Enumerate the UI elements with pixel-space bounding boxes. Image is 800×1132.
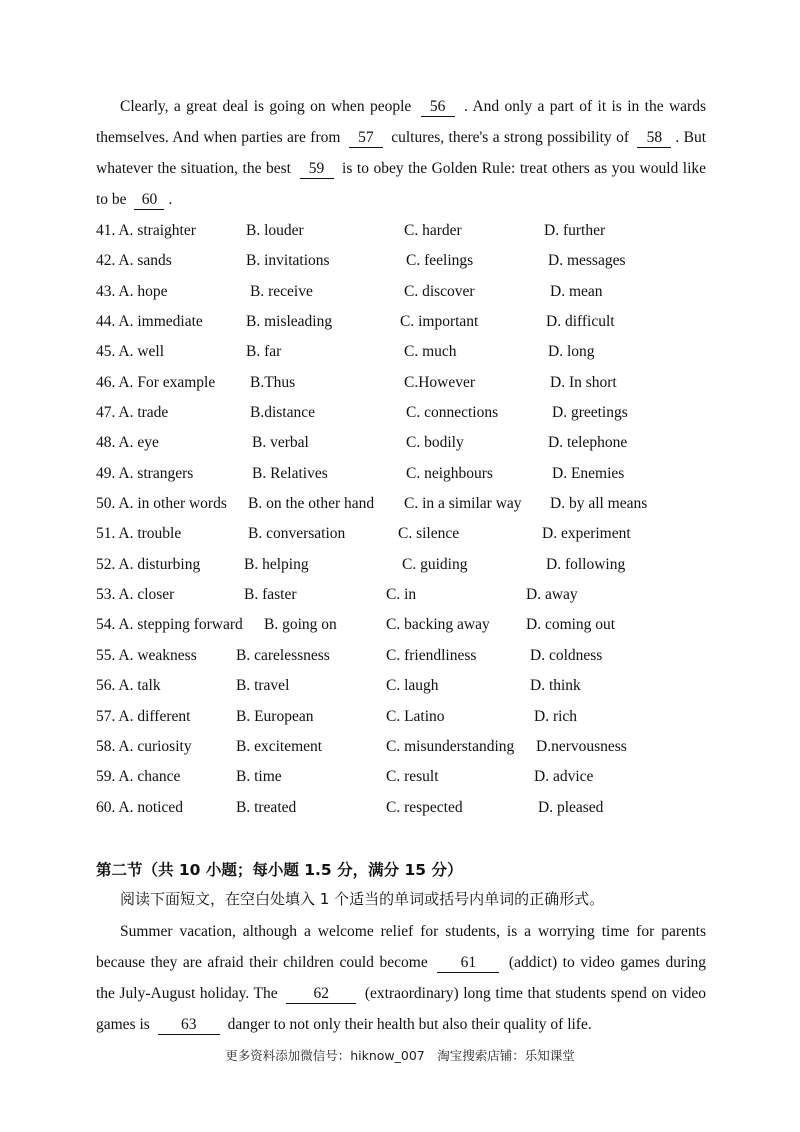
question-row — [96, 702, 716, 732]
page-footer: 更多资料添加微信号：hiknow_007 淘宝搜索店铺：乐知课堂 — [225, 1048, 575, 1063]
option-a: 43. A. hope — [96, 282, 168, 300]
option-b: B. treated — [236, 798, 297, 816]
option-b: B. far — [246, 343, 282, 361]
passage-text: (addict) to video games during the July-August holiday. The — [96, 954, 707, 1002]
question-row — [96, 641, 716, 671]
option-b: B. travel — [236, 677, 290, 695]
passage-text: . — [168, 191, 173, 208]
option-c: C. bodily — [406, 434, 464, 452]
passage-text: danger to not only their health but also their quality of life. — [227, 1016, 592, 1033]
option-b: B.Thus — [250, 373, 296, 391]
option-a: 54. A. stepping forward — [96, 616, 243, 634]
option-c: C. respected — [386, 798, 463, 816]
option-b: B. conversation — [248, 525, 346, 543]
passage-text: Clearly, a great deal is going on when people — [120, 98, 412, 115]
question-row — [96, 732, 716, 762]
option-b: B. faster — [244, 586, 297, 604]
blank-59: 59 — [300, 160, 334, 179]
option-c: C. silence — [398, 525, 460, 543]
passage-text: Summer vacation, although a welcome relief for students, is a worrying time for parents because they are afraid their children could become — [96, 923, 706, 971]
option-c: C. feelings — [406, 252, 474, 270]
question-row — [96, 428, 716, 458]
option-b: B. excitement — [236, 737, 323, 755]
option-a: 56. A. talk — [96, 677, 161, 695]
option-a: 46. A. For example — [96, 373, 216, 391]
question-row — [96, 519, 716, 549]
section-instruction: 阅读下面短文，在空白处填入 1 个适当的单词或括号内单词的正确形式。 — [120, 890, 605, 908]
option-a: 41. A. straighter — [96, 222, 196, 239]
option-a: 44. A. immediate — [96, 313, 203, 331]
option-a: 48. A. eye — [96, 434, 159, 452]
option-c: C. friendliness — [386, 646, 477, 664]
option-c: C. connections — [406, 404, 499, 422]
option-a: 47. A. trade — [96, 404, 169, 422]
question-row — [96, 489, 716, 519]
answer-options-list — [96, 216, 716, 823]
option-d: D. greetings — [552, 404, 628, 422]
option-c: C. discover — [404, 282, 475, 300]
option-d: D. Enemies — [552, 464, 625, 482]
option-d: D. coming out — [526, 616, 616, 634]
question-row — [96, 610, 716, 640]
option-b: B. European — [236, 707, 314, 725]
question-row — [96, 762, 716, 792]
question-row — [96, 216, 716, 246]
blank-62: 62 — [286, 985, 356, 1004]
option-d: D. further — [544, 222, 606, 239]
option-d: D. experiment — [542, 525, 631, 543]
option-c: C. guiding — [402, 555, 468, 573]
option-d: D. In short — [550, 373, 617, 391]
option-c: C. harder — [404, 222, 462, 239]
option-d: D. pleased — [538, 798, 604, 816]
passage-text: . But whatever the situation, the best — [96, 129, 707, 177]
blank-57: 57 — [349, 129, 383, 148]
option-c: C. result — [386, 768, 439, 786]
question-row — [96, 246, 716, 276]
question-row — [96, 793, 716, 823]
option-b: B. time — [236, 768, 282, 786]
option-a: 42. A. sands — [96, 252, 172, 270]
passage-grammar-fill — [96, 916, 706, 1040]
option-c: C. laugh — [386, 677, 439, 695]
option-c: C. neighbours — [406, 464, 493, 482]
option-d: D. messages — [548, 252, 626, 270]
option-b: B. misleading — [246, 313, 333, 331]
option-c: C. Latino — [386, 707, 445, 725]
option-d: D. by all means — [550, 495, 648, 513]
option-d: D.nervousness — [536, 737, 627, 755]
question-row — [96, 277, 716, 307]
option-c: C. much — [404, 343, 457, 361]
option-c: C.However — [404, 373, 476, 391]
question-row — [96, 459, 716, 489]
question-row — [96, 550, 716, 580]
option-c: C. in a similar way — [404, 495, 522, 513]
option-b: B. invitations — [246, 252, 330, 270]
option-b: B. going on — [264, 616, 337, 634]
option-a: 58. A. curiosity — [96, 737, 192, 755]
option-d: D. away — [526, 586, 578, 604]
option-d: D. long — [548, 343, 595, 361]
option-a: 57. A. different — [96, 707, 191, 725]
blank-63: 63 — [158, 1016, 220, 1035]
option-c: C. in — [386, 586, 417, 604]
option-d: D. coldness — [530, 646, 603, 664]
option-a: 45. A. well — [96, 343, 165, 361]
blank-60: 60 — [134, 191, 164, 210]
option-b: B. on the other hand — [248, 495, 375, 513]
option-a: 55. A. weakness — [96, 646, 197, 664]
option-a: 49. A. strangers — [96, 464, 194, 482]
question-row — [96, 580, 716, 610]
question-row — [96, 671, 716, 701]
option-c: C. misunderstanding — [386, 737, 515, 755]
passage-cloze-ending — [96, 91, 706, 215]
option-a: 50. A. in other words — [96, 495, 227, 513]
option-a: 52. A. disturbing — [96, 555, 201, 573]
question-row — [96, 307, 716, 337]
option-b: B. Relatives — [252, 464, 328, 482]
option-d: D. following — [546, 555, 626, 573]
option-d: D. mean — [550, 282, 603, 300]
question-row — [96, 398, 716, 428]
passage-text: is to obey the Golden Rule: treat others as you would like to be — [96, 160, 707, 208]
passage-text: (extraordinary) long time that students spend on video games is — [96, 985, 707, 1033]
blank-61: 61 — [437, 954, 499, 973]
option-d: D. difficult — [546, 313, 615, 331]
option-b: B. receive — [250, 282, 313, 300]
option-d: D. advice — [534, 768, 594, 786]
option-d: D. rich — [534, 707, 578, 725]
option-b: B. carelessness — [236, 646, 330, 664]
passage-text: . And only a part of it is in the wards themselves. And when parties are from — [96, 98, 707, 146]
option-b: B.distance — [250, 404, 315, 422]
option-a: 53. A. closer — [96, 586, 175, 604]
option-d: D. telephone — [548, 434, 628, 452]
option-d: D. think — [530, 677, 581, 695]
option-a: 60. A. noticed — [96, 798, 183, 816]
option-c: C. important — [400, 313, 479, 331]
option-b: B. louder — [246, 222, 304, 239]
section-heading: 第二节（共 10 小题；每小题 1.5 分，满分 15 分） — [96, 861, 463, 879]
option-b: B. helping — [244, 555, 309, 573]
option-a: 51. A. trouble — [96, 525, 182, 543]
option-c: C. backing away — [386, 616, 490, 634]
passage-text: cultures, there's a strong possibility of — [391, 129, 629, 146]
option-a: 59. A. chance — [96, 768, 181, 786]
blank-56: 56 — [421, 98, 455, 117]
question-row — [96, 368, 716, 398]
option-b: B. verbal — [252, 434, 309, 452]
blank-58: 58 — [637, 129, 671, 148]
question-row — [96, 337, 716, 367]
